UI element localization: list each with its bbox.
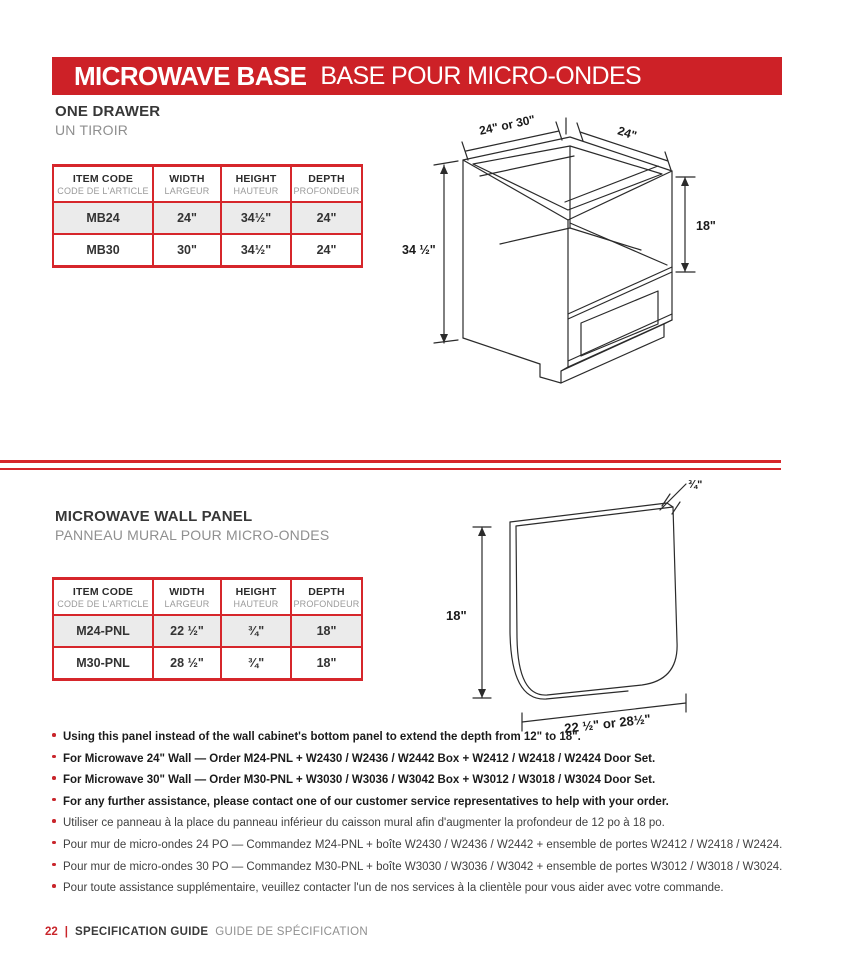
note-item: Pour mur de micro-ondes 24 PO — Commandez M24-PNL + boîte W2430 / W2436 / W2442 + ensemble de portes W2412 / W2418 / W2424. xyxy=(50,839,825,852)
microwave-base-cabinet-diagram xyxy=(400,110,820,400)
cell-height: ¾" xyxy=(222,616,292,646)
table-row xyxy=(54,233,361,265)
dim-depth-label: 24" xyxy=(616,123,639,143)
section-base-heading-fr: UN TIROIR xyxy=(55,122,129,139)
cell-item-code: M30-PNL xyxy=(54,646,154,678)
note-item: Pour toute assistance supplémentaire, veuillez contacter l'un de nos services à la clientèle pour vous aider avec votre commande. xyxy=(50,882,825,895)
bullet-dot-icon xyxy=(52,841,56,845)
page-footer xyxy=(45,926,368,938)
header-width: WIDTH LARGEUR xyxy=(154,580,222,616)
cell-height: 34½" xyxy=(222,203,292,233)
bullet-dot-icon xyxy=(52,798,56,802)
note-item: For Microwave 30" Wall — Order M30-PNL + W3030 / W3036 / W3042 Box + W3012 / W3018 / W3024 Door Set. xyxy=(50,774,825,787)
header-width: WIDTH LARGEUR xyxy=(154,167,222,203)
bullet-dot-icon xyxy=(52,884,56,888)
cell-depth: 18" xyxy=(292,616,361,646)
table-header-row xyxy=(54,580,361,616)
footer-label-fr: GUIDE DE SPÉCIFICATION xyxy=(215,926,369,938)
table-row xyxy=(54,203,361,233)
cell-depth: 18" xyxy=(292,646,361,678)
cell-item-code: M24-PNL xyxy=(54,616,154,646)
bullet-dot-icon xyxy=(52,819,56,823)
table-row xyxy=(54,646,361,678)
bullet-dot-icon xyxy=(52,863,56,867)
header-height: HEIGHT HAUTEUR xyxy=(222,580,292,616)
dim-opening-label: 18" xyxy=(696,219,716,233)
section-base-heading-en: ONE DRAWER xyxy=(55,103,161,120)
header-depth: DEPTH PROFONDEUR xyxy=(292,167,361,203)
header-height: HEIGHT HAUTEUR xyxy=(222,167,292,203)
cell-height: 34½" xyxy=(222,233,292,265)
cell-item-code: MB24 xyxy=(54,203,154,233)
note-item: Utiliser ce panneau à la place du panneau inférieur du caisson mural afin d'augmenter la profondeur de 12 po à 18 po. xyxy=(50,817,825,830)
dim-panel-width-label: 22 ½" or 28½" xyxy=(563,711,652,736)
page-number: 22 xyxy=(45,926,58,938)
section-divider-line xyxy=(0,460,781,463)
footer-label-en: SPECIFICATION GUIDE xyxy=(75,926,209,938)
table-row xyxy=(54,616,361,646)
cell-width: 30" xyxy=(154,233,222,265)
section-base-heading xyxy=(55,103,160,138)
spec-table-base xyxy=(52,164,363,268)
note-item: Using this panel instead of the wall cabinet's bottom panel to extend the depth from 12" to 18". xyxy=(50,731,825,744)
bullet-dot-icon xyxy=(52,733,56,737)
cell-width: 24" xyxy=(154,203,222,233)
note-item: For Microwave 24" Wall — Order M24-PNL + W2430 / W2436 / W2442 Box + W2412 / W2418 / W2424 Door Set. xyxy=(50,753,825,766)
page-title-fr: BASE POUR MICRO-ONDES xyxy=(320,61,642,90)
header-depth: DEPTH PROFONDEUR xyxy=(292,580,361,616)
microwave-wall-panel-diagram xyxy=(430,470,760,740)
note-item: Pour mur de micro-ondes 30 PO — Commandez M30-PNL + boîte W3030 / W3036 / W3042 + ensemble de portes W3012 / W3018 / W3024. xyxy=(50,861,825,874)
dim-width-label: 24" or 30" xyxy=(477,112,537,138)
section-panel-heading-en: MICROWAVE WALL PANEL xyxy=(55,508,253,525)
bullet-dot-icon xyxy=(52,755,56,759)
spec-table-panel xyxy=(52,577,363,681)
cell-depth: 24" xyxy=(292,233,361,265)
dim-height-label: 34 ½" xyxy=(402,243,436,257)
section-panel-heading-fr: PANNEAU MURAL POUR MICRO-ONDES xyxy=(55,527,330,544)
header-item-code: ITEM CODE CODE DE L'ARTICLE xyxy=(54,167,154,203)
notes-list xyxy=(50,731,825,904)
title-banner xyxy=(52,57,782,95)
cell-height: ¾" xyxy=(222,646,292,678)
page-title-en: MICROWAVE BASE xyxy=(74,60,307,91)
table-header-row xyxy=(54,167,361,203)
cell-item-code: MB30 xyxy=(54,233,154,265)
header-item-code: ITEM CODE CODE DE L'ARTICLE xyxy=(54,580,154,616)
cell-depth: 24" xyxy=(292,203,361,233)
cell-width: 28 ½" xyxy=(154,646,222,678)
section-panel-heading xyxy=(55,508,329,543)
dim-panel-height-label: 18" xyxy=(446,608,467,623)
note-item: For any further assistance, please contact one of our customer service representatives to help with your order. xyxy=(50,796,825,809)
footer-divider: | xyxy=(64,926,69,938)
cell-width: 22 ½" xyxy=(154,616,222,646)
dim-panel-thickness-label: ¾" xyxy=(688,479,703,491)
bullet-dot-icon xyxy=(52,776,56,780)
